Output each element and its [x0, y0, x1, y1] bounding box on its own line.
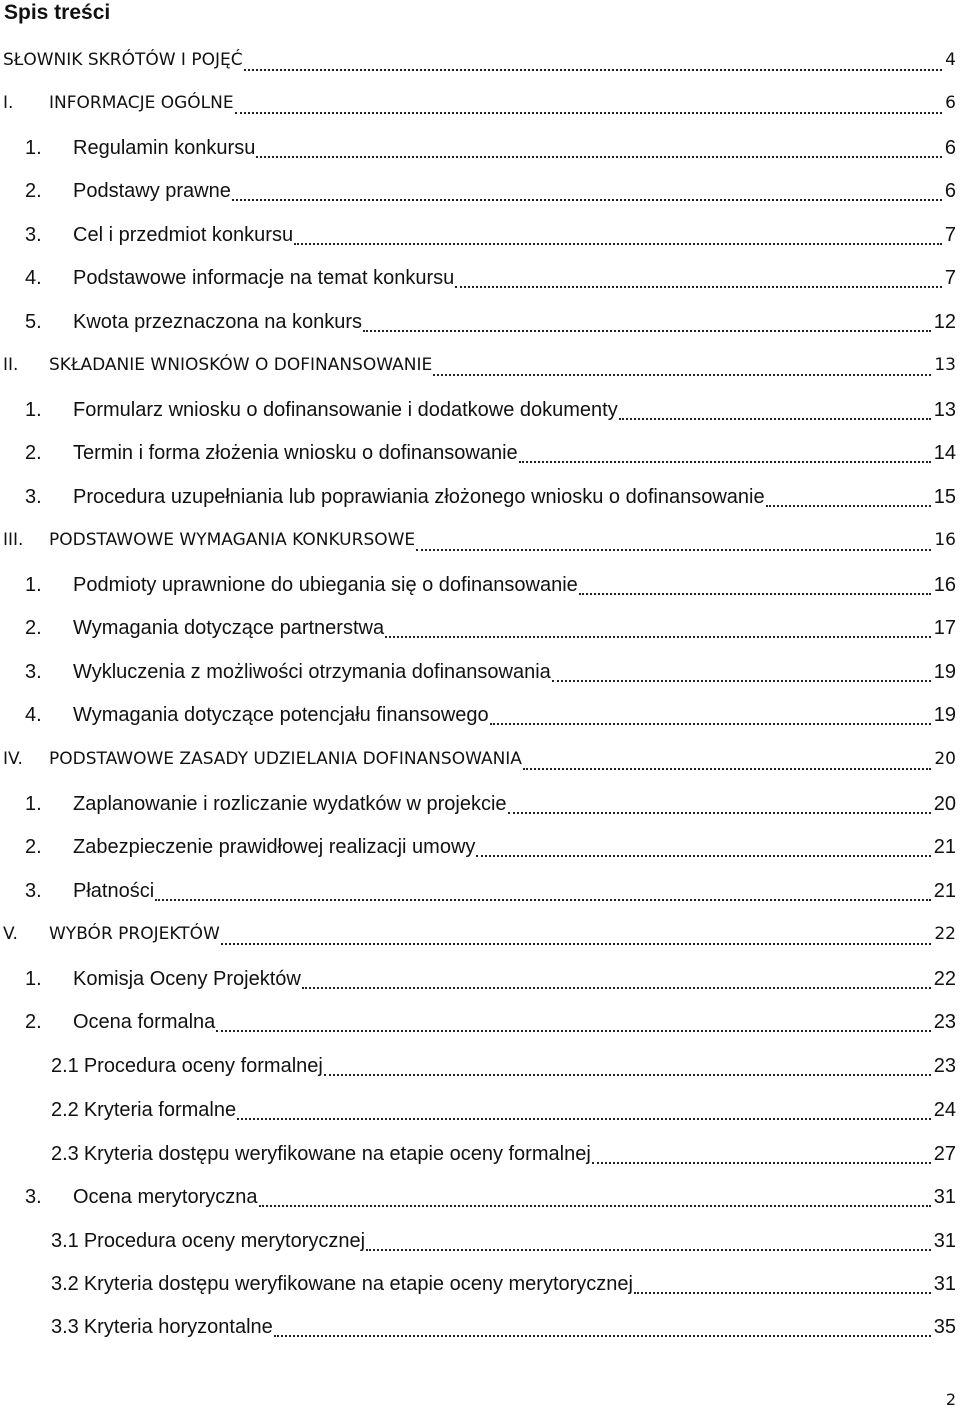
toc-entry[interactable] [0, 704, 960, 730]
toc-entry-page: 6 [944, 180, 956, 202]
toc-entry-number: 3. [25, 880, 42, 902]
toc-entry-number: 2.3 [51, 1143, 79, 1165]
toc-dot-leader [433, 374, 931, 376]
toc-entry-title: Wykluczenia z możliwości otrzymania dofinansowania [73, 661, 551, 683]
toc-entry-page: 7 [944, 267, 956, 289]
toc-dot-leader [237, 1118, 931, 1120]
toc-entry[interactable] [0, 137, 960, 163]
toc-entry[interactable] [0, 93, 960, 119]
toc-entry-title: Podstawowe informacje na temat konkursu [73, 267, 455, 289]
toc-entry-page: 6 [944, 137, 956, 159]
toc-entry-page: 20 [933, 793, 956, 815]
toc-entry-title: Cel i przedmiot konkursu [73, 224, 294, 246]
toc-entry-number: 1. [25, 968, 42, 990]
toc-entry-number: 3. [25, 224, 42, 246]
toc-entry-title: Wymagania dotyczące potencjału finansowego [73, 704, 489, 726]
toc-dot-leader [259, 1205, 931, 1207]
toc-entry[interactable] [0, 836, 960, 862]
toc-entry[interactable] [0, 50, 960, 76]
toc-dot-leader [324, 1074, 931, 1076]
toc-entry-number: 3.1 [51, 1230, 79, 1252]
toc-entry-number: 5. [25, 311, 42, 333]
toc-entry[interactable] [0, 1273, 960, 1299]
toc-entry-number: 2. [25, 442, 42, 464]
toc-entry-page: 19 [933, 704, 956, 726]
toc-entry-page: 14 [933, 442, 956, 464]
toc-dot-leader [455, 286, 942, 288]
toc-entry-number: 2. [25, 1011, 42, 1033]
toc-entry-title: Zabezpieczenie prawidłowej realizacji umowy [73, 836, 476, 858]
toc-entry-title: SŁOWNIK SKRÓTÓW I POJĘĆ [3, 50, 243, 70]
toc-entry-page: 15 [933, 486, 956, 508]
toc-entry-number: 1. [25, 793, 42, 815]
toc-dot-leader [619, 418, 931, 420]
toc-dot-leader [363, 330, 931, 332]
toc-dot-leader [235, 112, 943, 114]
toc-entry[interactable] [0, 530, 960, 556]
toc-dot-leader [523, 768, 931, 770]
toc-entry-number: 3.3 [51, 1316, 79, 1338]
toc-entry-number: 3. [25, 661, 42, 683]
toc-entry-title: Termin i forma złożenia wniosku o dofinansowanie [73, 442, 518, 464]
toc-entry[interactable] [0, 1055, 960, 1081]
toc-entry-title: Procedura oceny merytorycznej [83, 1230, 366, 1252]
toc-entry-title: Procedura oceny formalnej [83, 1055, 323, 1077]
toc-dot-leader [592, 1162, 931, 1164]
toc-entry[interactable] [0, 574, 960, 600]
toc-entry-page: 20 [934, 749, 956, 769]
toc-dot-leader [216, 1030, 930, 1032]
toc-dot-leader [221, 943, 932, 945]
toc-entry-number: 2. [25, 617, 42, 639]
toc-entry-title: Kryteria dostępu weryfikowane na etapie oceny merytorycznej [83, 1273, 633, 1295]
toc-entry-title: WYBÓR PROJEKTÓW [49, 924, 220, 944]
toc-entry[interactable] [0, 1143, 960, 1169]
toc-dot-leader [256, 156, 942, 158]
toc-dot-leader [155, 899, 931, 901]
toc-entry-title: Kryteria formalne [83, 1099, 237, 1121]
toc-entry-page: 31 [933, 1230, 956, 1252]
toc-entry-number: I. [3, 93, 14, 113]
toc-entry[interactable] [0, 749, 960, 775]
toc-entry-page: 24 [933, 1099, 956, 1121]
toc-entry[interactable] [0, 399, 960, 425]
toc-entry-page: 7 [944, 224, 956, 246]
toc-entry-number: II. [3, 355, 19, 375]
toc-entry-number: 4. [25, 704, 42, 726]
toc-dot-leader [232, 199, 942, 201]
toc-dot-leader [476, 855, 930, 857]
toc-dot-leader [385, 636, 931, 638]
toc-entry[interactable] [0, 1099, 960, 1125]
toc-entry-number: 2. [25, 836, 42, 858]
toc-entry-number: III. [3, 530, 24, 550]
toc-entry-number: IV. [3, 749, 23, 769]
toc-entry-page: 23 [933, 1011, 956, 1033]
toc-entry-title: Płatności [73, 880, 155, 902]
toc-entry-number: 3. [25, 1186, 42, 1208]
toc-entry-title: INFORMACJE OGÓLNE [49, 93, 234, 113]
toc-dot-leader [634, 1292, 931, 1294]
toc-entry-page: 4 [945, 50, 956, 70]
toc-entry-number: 4. [25, 267, 42, 289]
toc-entry[interactable] [0, 661, 960, 687]
toc-entry-page: 19 [933, 661, 956, 683]
toc-entry-title: Ocena merytoryczna [73, 1186, 258, 1208]
toc-entry-title: Procedura uzupełniania lub poprawiania złożonego wniosku o dofinansowanie [73, 486, 765, 508]
toc-entry-title: Ocena formalna [73, 1011, 216, 1033]
toc-entry-page: 16 [934, 530, 956, 550]
toc-entry-page: 21 [933, 836, 956, 858]
toc-entry-page: 22 [934, 924, 956, 944]
toc-dot-leader [552, 680, 931, 682]
toc-title: Spis treści [4, 1, 111, 24]
toc-entry-number: 1. [25, 399, 42, 421]
toc-entry-title: Podstawy prawne [73, 180, 231, 202]
toc-entry[interactable] [0, 1186, 960, 1212]
toc-entry-title: PODSTAWOWE ZASADY UDZIELANIA DOFINANSOWANIA [49, 749, 522, 769]
toc-entry-page: 13 [933, 399, 956, 421]
toc-entry[interactable] [0, 1011, 960, 1037]
toc-entry-title: Regulamin konkursu [73, 137, 256, 159]
toc-dot-leader [490, 723, 931, 725]
toc-entry[interactable] [0, 224, 960, 250]
toc-dot-leader [274, 1335, 931, 1337]
toc-entry[interactable] [0, 793, 960, 819]
toc-entry-title: Wymagania dotyczące partnerstwa [73, 617, 385, 639]
toc-dot-leader [366, 1249, 931, 1251]
toc-entry[interactable] [0, 924, 960, 950]
toc-entry-number: V. [3, 924, 18, 944]
toc-entry-number: 1. [25, 574, 42, 596]
toc-dot-leader [766, 505, 931, 507]
toc-entry-page: 23 [933, 1055, 956, 1077]
toc-dot-leader [244, 69, 943, 71]
toc-dot-leader [302, 987, 931, 989]
toc-dot-leader [519, 461, 931, 463]
toc-entry-page: 13 [934, 355, 956, 375]
toc-dot-leader [508, 812, 931, 814]
toc-entry-title: Podmioty uprawnione do ubiegania się o dofinansowanie [73, 574, 578, 596]
toc-entry-title: Kryteria dostępu weryfikowane na etapie oceny formalnej [83, 1143, 591, 1165]
toc-entry-title: Formularz wniosku o dofinansowanie i dodatkowe dokumenty [73, 399, 618, 421]
toc-entry-number: 2.1 [51, 1055, 79, 1077]
toc-entry[interactable] [0, 355, 960, 381]
toc-entry-number: 2.2 [51, 1099, 79, 1121]
toc-entry-page: 31 [933, 1186, 956, 1208]
toc-entry[interactable] [0, 442, 960, 468]
toc-entry[interactable] [0, 311, 960, 337]
toc-entry[interactable] [0, 180, 960, 206]
toc-entry-title: SKŁADANIE WNIOSKÓW O DOFINANSOWANIE [49, 355, 433, 375]
toc-entry-title: Kwota przeznaczona na konkurs [73, 311, 363, 333]
toc-entry-title: Komisja Oceny Projektów [73, 968, 301, 990]
toc-entry-title: PODSTAWOWE WYMAGANIA KONKURSOWE [49, 530, 416, 550]
toc-entry[interactable] [0, 267, 960, 293]
toc-entry-number: 1. [25, 137, 42, 159]
toc-entry-title: Zaplanowanie i rozliczanie wydatków w projekcie [73, 793, 507, 815]
toc-entry-page: 22 [933, 968, 956, 990]
toc-entry[interactable] [0, 486, 960, 512]
toc-entry-page: 12 [933, 311, 956, 333]
toc-entry[interactable] [0, 617, 960, 643]
toc-dot-leader [416, 549, 931, 551]
toc-dot-leader [579, 593, 931, 595]
toc-entry-page: 17 [933, 617, 956, 639]
toc-entry-page: 35 [933, 1316, 956, 1338]
toc-entry[interactable] [0, 1316, 960, 1342]
toc-entry[interactable] [0, 880, 960, 906]
toc-entry[interactable] [0, 968, 960, 994]
toc-entry-page: 6 [945, 93, 956, 113]
toc-entry-number: 2. [25, 180, 42, 202]
toc-entry-number: 3. [25, 486, 42, 508]
toc-entry-page: 21 [933, 880, 956, 902]
toc-entry-page: 31 [933, 1273, 956, 1295]
toc-entry-page: 16 [933, 574, 956, 596]
page-number: 2 [945, 1390, 956, 1409]
toc-dot-leader [294, 243, 942, 245]
toc-entry-number: 3.2 [51, 1273, 79, 1295]
toc-entry-page: 27 [933, 1143, 956, 1165]
toc-entry[interactable] [0, 1230, 960, 1256]
toc-entry-title: Kryteria horyzontalne [83, 1316, 273, 1338]
